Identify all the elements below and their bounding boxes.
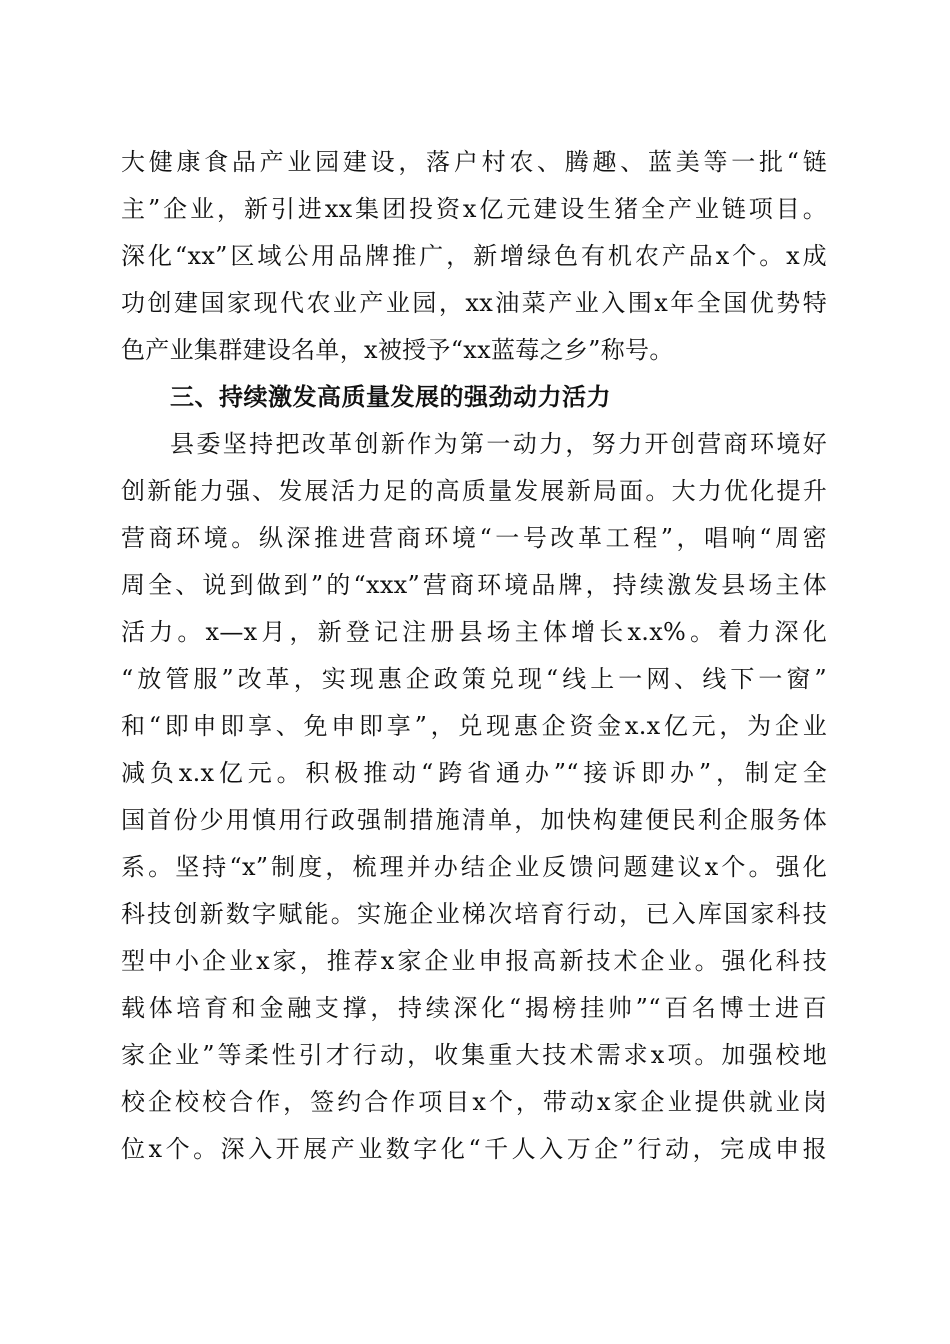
body-text-line: 系。坚持“x”制度，梳理并办结企业反馈问题建议x个。强化 (121, 853, 827, 881)
body-text-line: 大健康食品产业园建设，落户村农、腾趣、蓝美等一批“链 (121, 148, 827, 176)
body-text-line: 主”企业，新引进xx集团投资x亿元建设生猪全产业链项目。 (121, 195, 827, 223)
body-text-line: 家企业”等柔性引才行动，收集重大技术需求x项。加强校地 (121, 1041, 827, 1069)
body-text-line: 科技创新数字赋能。实施企业梯次培育行动，已入库国家科技 (121, 900, 827, 928)
body-text-line: 色产业集群建设名单，x被授予“xx蓝莓之乡”称号。 (121, 336, 674, 364)
body-text-line: 县委坚持把改革创新作为第一动力，努力开创营商环境好 (170, 430, 827, 458)
body-text-line: 减负x.x亿元。积极推动“跨省通办”“接诉即办”，制定全 (121, 759, 827, 787)
section-heading: 三、持续激发高质量发展的强劲动力活力 (170, 383, 611, 411)
body-text-line: 活力。x—x月，新登记注册县场主体增长x.x%。着力深化 (121, 618, 827, 646)
body-text-line: 载体培育和金融支撑，持续深化“揭榜挂帅”“百名博士进百 (121, 994, 827, 1022)
body-text-line: 周全、说到做到”的“xxx”营商环境品牌，持续激发县场主体 (121, 571, 827, 599)
body-text-line: 创新能力强、发展活力足的高质量发展新局面。大力优化提升 (121, 477, 827, 505)
body-text-line: “放管服”改革，实现惠企政策兑现“线上一网、线下一窗” (121, 665, 827, 693)
body-text-line: 和“即申即享、免申即享”，兑现惠企资金x.x亿元，为企业 (121, 712, 827, 740)
body-text-line: 深化“xx”区域公用品牌推广，新增绿色有机农产品x个。x成 (121, 242, 827, 270)
body-text-line: 位x个。深入开展产业数字化“千人入万企”行动，完成申报 (121, 1135, 827, 1163)
body-text-line: 型中小企业x家，推荐x家企业申报高新技术企业。强化科技 (121, 947, 827, 975)
body-text-line: 校企校校合作，签约合作项目x个，带动x家企业提供就业岗 (121, 1088, 827, 1116)
body-text-line: 国首份少用慎用行政强制措施清单，加快构建便民利企服务体 (121, 806, 827, 834)
body-text-line: 功创建国家现代农业产业园，xx油菜产业入围x年全国优势特 (121, 289, 827, 317)
body-text-line: 营商环境。纵深推进营商环境“一号改革工程”，唱响“周密 (121, 524, 827, 552)
